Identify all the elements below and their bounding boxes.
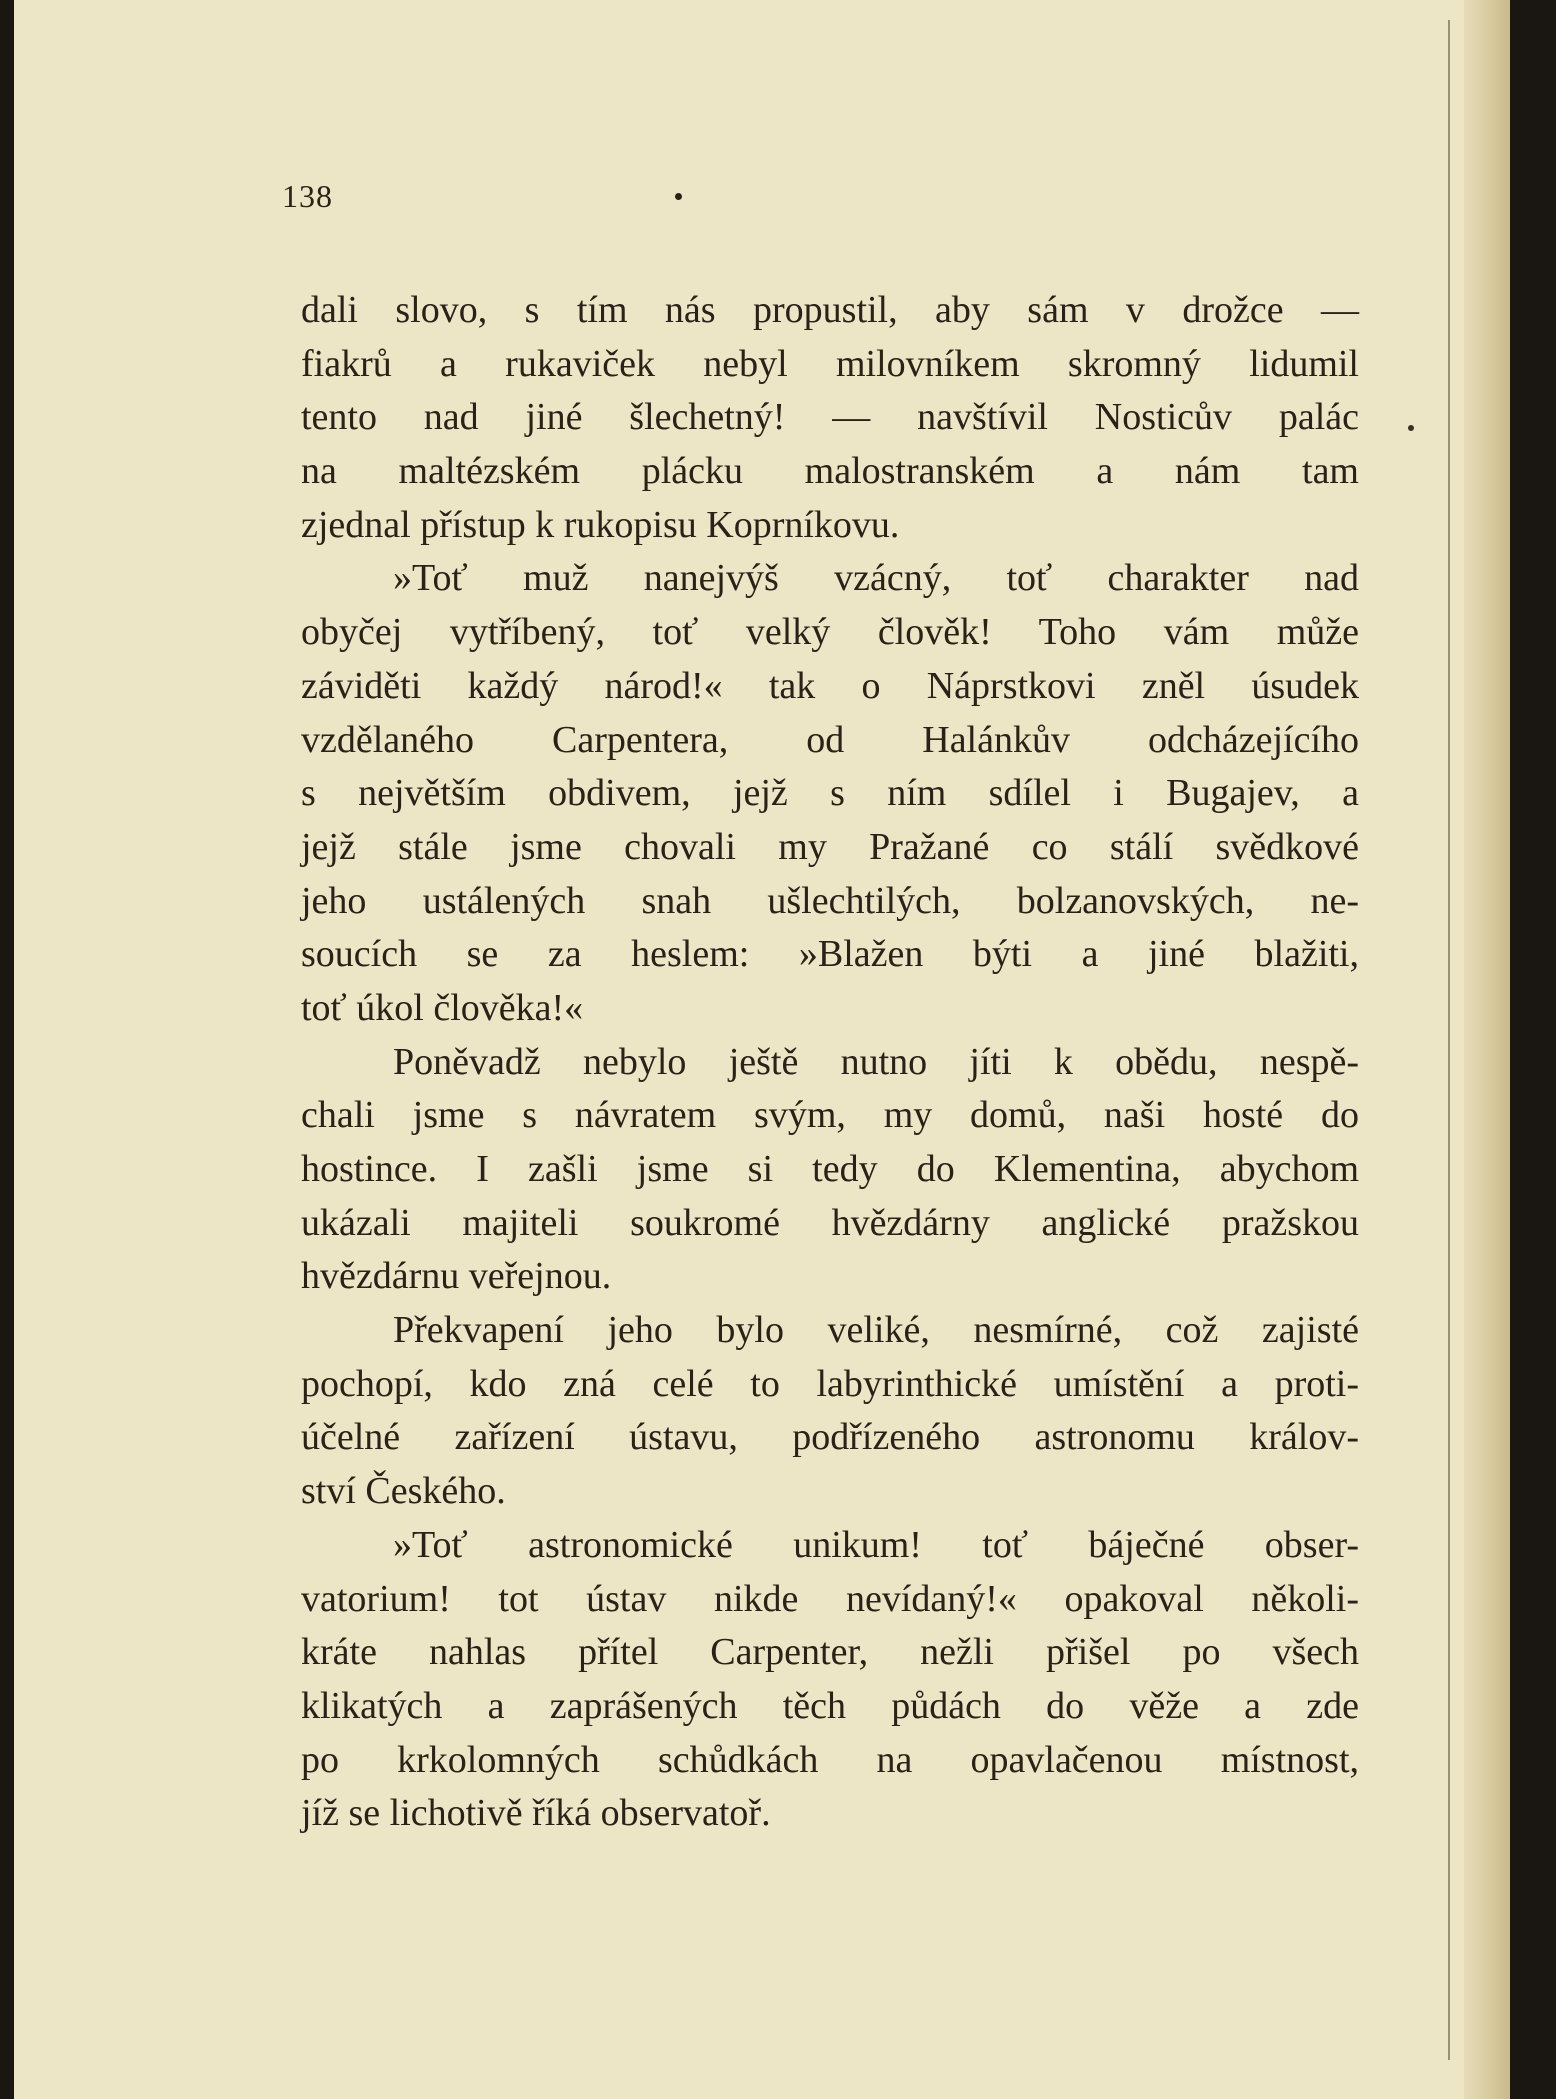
text-line: soucích se za heslem: »Blažen býti a jiné blažiti, [301, 933, 1359, 976]
text-line: fiakrů a rukaviček nebyl milovníkem skromný lidumil [301, 342, 1359, 385]
book-spine-shadow [1464, 0, 1510, 2099]
text-line: Poněvadž nebylo ještě nutno jíti k obědu, nespě- [393, 1040, 1359, 1083]
text-line: s největším obdivem, jejž s ním sdílel i Bugajev, a [301, 772, 1359, 815]
margin-mark [1408, 425, 1414, 431]
text-line: obyčej vytříbený, toť velký člověk! Toho vám může [301, 611, 1359, 654]
text-line: toť úkol člověka!« [301, 986, 584, 1029]
text-line: záviděti každý národ!« tak o Náprstkovi zněl úsudek [301, 664, 1359, 707]
text-line: ukázali majiteli soukromé hvězdárny anglické pražskou [301, 1201, 1359, 1244]
text-line: »Toť muž nanejvýš vzácný, toť charakter nad [393, 557, 1359, 600]
text-line: na maltézském plácku malostranském a nám tam [301, 450, 1359, 493]
gutter-line [1448, 20, 1450, 2060]
text-line: chali jsme s návratem svým, my domů, naši hosté do [301, 1094, 1359, 1137]
book-page [14, 0, 1510, 2099]
text-line: zjednal přístup k rukopisu Koprníkovu. [301, 503, 900, 546]
header-dot [675, 193, 682, 200]
page-number: 138 [282, 178, 333, 214]
text-line: po krkolomných schůdkách na opavlačenou místnost, [301, 1738, 1359, 1781]
text-line: vzdělaného Carpentera, od Halánkův odcházejícího [301, 718, 1359, 761]
text-line: pochopí, kdo zná celé to labyrinthické umístění a proti- [301, 1362, 1359, 1405]
text-line: vatorium! tot ústav nikde nevídaný!« opakoval několi- [301, 1577, 1359, 1620]
text-line: hostince. I zašli jsme si tedy do Klementina, abychom [301, 1148, 1359, 1190]
text-line: jejž stále jsme chovali my Pražané co stálí svědkové [301, 825, 1359, 868]
text-line: účelné zařízení ústavu, podřízeného astronomu králov- [301, 1416, 1359, 1459]
text-line: »Toť astronomické unikum! toť báječné obser- [393, 1523, 1359, 1566]
text-line: ství Českého. [301, 1470, 506, 1513]
body-text [301, 284, 1359, 1841]
text-line: tento nad jiné šlechetný! — navštívil Nosticův palác [301, 396, 1359, 439]
text-line: dali slovo, s tím nás propustil, aby sám v drožce — [301, 289, 1359, 331]
text-line: jíž se lichotivě říká observatoř. [301, 1792, 771, 1835]
text-line: jeho ustálených snah ušlechtilých, bolzanovských, ne- [301, 879, 1359, 922]
text-line: klikatých a zaprášených těch půdách do věže a zde [301, 1684, 1359, 1727]
text-line: kráte nahlas přítel Carpenter, nežli přišel po všech [301, 1631, 1359, 1674]
text-line: Překvapení jeho bylo veliké, nesmírné, což zajisté [393, 1309, 1359, 1352]
text-line: hvězdárnu veřejnou. [301, 1255, 612, 1298]
